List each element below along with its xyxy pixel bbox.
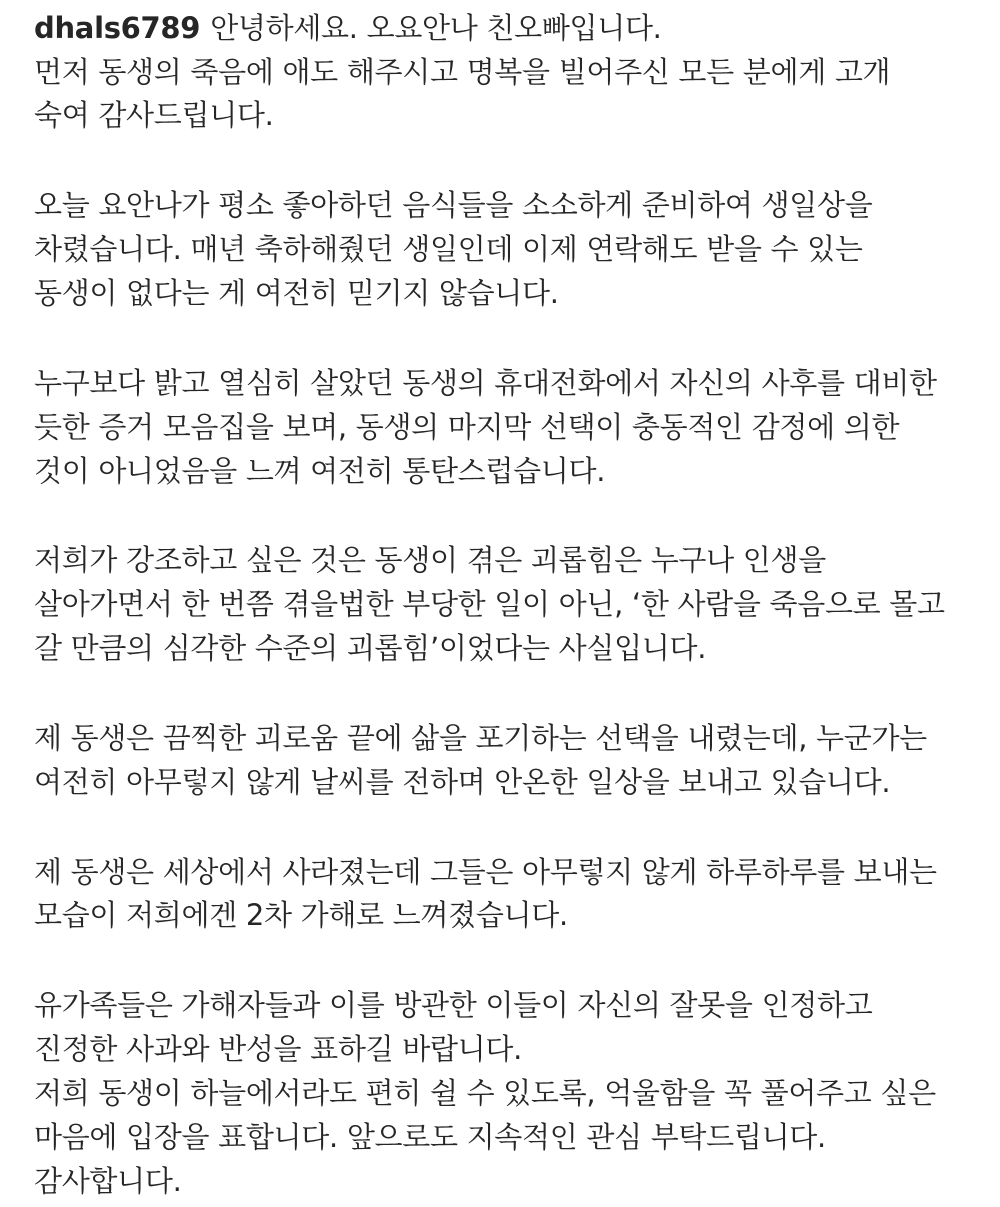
username-link[interactable]: dhals6789 <box>34 11 201 45</box>
caption-line-6: 동생이 없다는 게 여전히 믿기지 않습니다. <box>34 276 559 310</box>
caption-line-11: 살아가면서 한 번쯤 겪을법한 부당한 일이 아닌, ‘한 사람을 죽음으로 몰고 <box>34 587 945 621</box>
caption-line-9: 것이 아니었음을 느껴 여전히 통탄스럽습니다. <box>34 454 606 488</box>
caption-line-13: 제 동생은 끔찍한 괴로움 끝에 삶을 포기하는 선택을 내렸는데, 누군가는 <box>34 721 927 755</box>
caption-line-21: 감사합니다. <box>34 1164 182 1198</box>
caption-line-8: 듯한 증거 모음집을 보며, 동생의 마지막 선택이 충동적인 감정에 의한 <box>34 410 900 444</box>
caption-line-3: 숙여 감사드립니다. <box>34 98 274 132</box>
caption-line-20: 마음에 입장을 표합니다. 앞으로도 지속적인 관심 부탁드립니다. <box>34 1120 826 1154</box>
caption-line-1 <box>34 10 662 46</box>
caption-line-2: 먼저 동생의 죽음에 애도 해주시고 명복을 빌어주신 모든 분에게 고개 <box>34 55 891 89</box>
caption-line-10: 저희가 강조하고 싶은 것은 동생이 겪은 괴롭힘은 누구나 인생을 <box>34 543 826 577</box>
caption-line-7: 누구보다 밝고 열심히 살았던 동생의 휴대전화에서 자신의 사후를 대비한 <box>34 366 937 400</box>
caption-line-15: 제 동생은 세상에서 사라졌는데 그들은 아무렇지 않게 하루하루를 보내는 <box>34 855 937 889</box>
caption-line-14: 여전히 아무렇지 않게 날씨를 전하며 안온한 일상을 보내고 있습니다. <box>34 765 891 799</box>
caption-line-12: 갈 만큼의 심각한 수준의 괴롭힘’이었다는 사실입니다. <box>34 631 707 665</box>
caption-line-18: 진정한 사과와 반성을 표하길 바랍니다. <box>34 1032 523 1066</box>
caption-line-16: 모습이 저희에겐 2차 가해로 느껴졌습니다. <box>34 898 568 932</box>
caption-text: 안녕하세요. 오요안나 친오빠입니다. <box>210 11 662 45</box>
caption-line-5: 차렸습니다. 매년 축하해줬던 생일인데 이제 연락해도 받을 수 있는 <box>34 232 863 266</box>
caption-line-4: 오늘 요안나가 평소 좋아하던 음식들을 소소하게 준비하여 생일상을 <box>34 188 873 222</box>
caption-line-19: 저희 동생이 하늘에서라도 편히 쉴 수 있도록, 억울함을 꼭 풀어주고 싶은 <box>34 1076 936 1110</box>
caption-line-17: 유가족들은 가해자들과 이를 방관한 이들이 자신의 잘못을 인정하고 <box>34 988 873 1022</box>
